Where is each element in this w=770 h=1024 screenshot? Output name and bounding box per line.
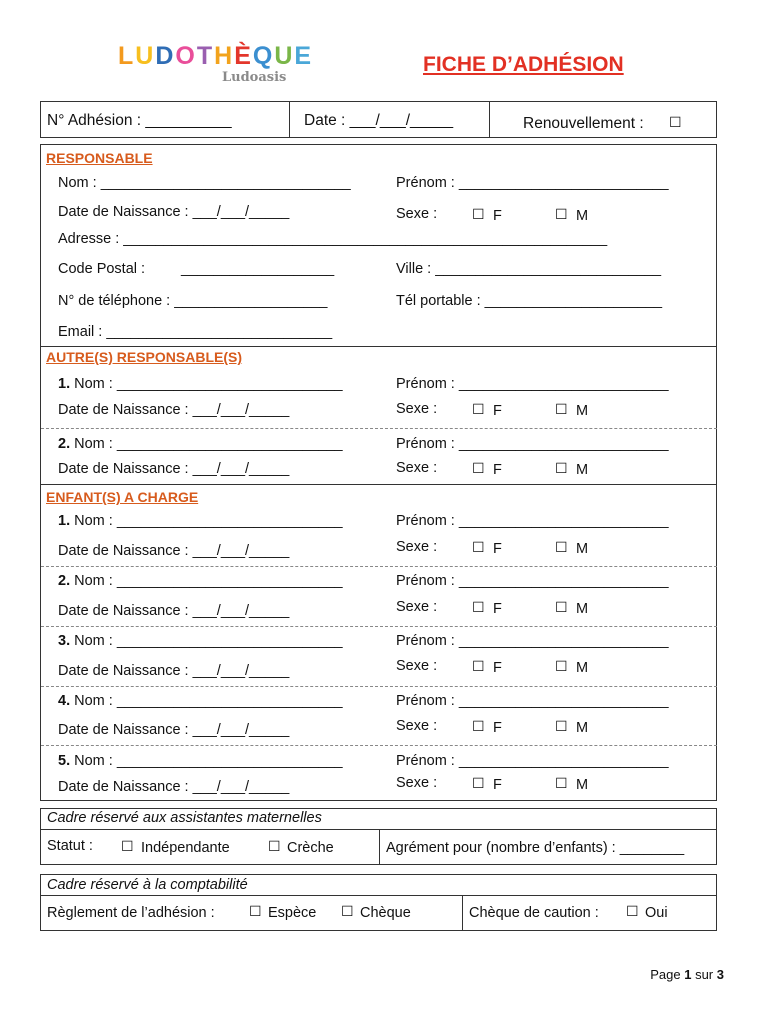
logo-wordmark <box>118 42 318 70</box>
comptabilite-divider <box>41 895 716 896</box>
creche-label: Crèche <box>287 840 334 856</box>
caution-label: Chèque de caution : <box>469 905 599 921</box>
section-divider <box>40 346 717 347</box>
person-sexe-label: Sexe : <box>396 460 438 476</box>
logo-letter: Q <box>252 42 275 70</box>
page-word: Page <box>650 967 681 982</box>
row-separator <box>41 745 717 746</box>
person-sexe-m-checkbox[interactable]: ☐ <box>555 775 568 791</box>
section-autres-responsables: AUTRE(S) RESPONSABLE(S) <box>46 349 243 365</box>
person-sexe-m-checkbox[interactable]: ☐ <box>555 460 568 476</box>
sexe-m-checkbox[interactable]: ☐ <box>555 206 568 222</box>
date-field[interactable]: Date : ___/___/_____ <box>304 112 454 129</box>
person-sexe-f-label: F <box>493 462 502 478</box>
row-separator <box>41 626 717 627</box>
espece-checkbox[interactable]: ☐ <box>249 903 262 919</box>
cheque-label: Chèque <box>360 905 411 921</box>
page-number <box>650 967 724 982</box>
person-nom-line: Nom : ____________________________ <box>70 693 343 709</box>
logo-letter: L <box>118 42 136 70</box>
person-sexe-label: Sexe : <box>396 599 438 615</box>
email-field[interactable]: Email : ____________________________ <box>58 324 333 340</box>
person-prenom-field[interactable]: Prénom : __________________________ <box>396 376 669 392</box>
assistantes-vdivider <box>379 829 380 865</box>
person-sexe-m-label: M <box>576 601 589 617</box>
ville-field[interactable]: Ville : ____________________________ <box>396 261 662 277</box>
person-sexe-m-checkbox[interactable]: ☐ <box>555 539 568 555</box>
person-prenom-field[interactable]: Prénom : __________________________ <box>396 513 669 529</box>
person-sexe-m-label: M <box>576 541 589 557</box>
person-number: 1. <box>58 376 71 392</box>
page-current: 1 <box>684 967 692 982</box>
person-sexe-m-checkbox[interactable]: ☐ <box>555 599 568 615</box>
person-sexe-f-label: F <box>493 601 502 617</box>
person-sexe-m-label: M <box>576 403 589 419</box>
person-sexe-m-checkbox[interactable]: ☐ <box>555 658 568 674</box>
renouvellement-checkbox[interactable]: ☐ <box>669 114 682 130</box>
person-sexe-label: Sexe : <box>396 718 438 734</box>
logo-letter: D <box>155 42 176 70</box>
person-nom-field[interactable] <box>58 693 343 709</box>
person-number: 3. <box>58 633 71 649</box>
row-separator <box>41 566 717 567</box>
agrement-field[interactable]: Agrément pour (nombre d’enfants) : ________ <box>386 840 685 856</box>
person-number: 4. <box>58 693 71 709</box>
person-number: 2. <box>58 436 71 452</box>
page-total: 3 <box>716 967 724 982</box>
person-sexe-f-checkbox[interactable]: ☐ <box>472 718 485 734</box>
person-sexe-label: Sexe : <box>396 539 438 555</box>
person-naissance-field[interactable]: Date de Naissance : ___/___/_____ <box>58 543 290 559</box>
person-sexe-f-label: F <box>493 541 502 557</box>
person-sexe-f-label: F <box>493 720 502 736</box>
person-nom-field[interactable] <box>58 376 343 392</box>
person-sexe-m-label: M <box>576 660 589 676</box>
person-prenom-field[interactable]: Prénom : __________________________ <box>396 693 669 709</box>
person-sexe-m-label: M <box>576 720 589 736</box>
prenom-field[interactable]: Prénom : __________________________ <box>396 175 669 191</box>
comptabilite-heading: Cadre réservé à la comptabilité <box>47 877 248 893</box>
person-naissance-field[interactable]: Date de Naissance : ___/___/_____ <box>58 461 290 477</box>
logo-letter: H <box>214 42 235 70</box>
person-nom-field[interactable] <box>58 633 343 649</box>
sexe-m-label: M <box>576 208 589 224</box>
logo-letter: T <box>196 42 215 70</box>
logo-letter: È <box>234 42 253 70</box>
cheque-checkbox[interactable]: ☐ <box>341 903 354 919</box>
logo-letter: U <box>135 42 156 70</box>
page-title: FICHE D’ADHÉSION <box>423 53 624 76</box>
person-sexe-f-checkbox[interactable]: ☐ <box>472 539 485 555</box>
comptabilite-vdivider <box>462 895 463 931</box>
person-nom-line: Nom : ____________________________ <box>70 513 343 529</box>
person-nom-field[interactable] <box>58 513 343 529</box>
person-nom-line: Nom : ____________________________ <box>70 633 343 649</box>
person-sexe-label: Sexe : <box>396 775 438 791</box>
logo-letter: E <box>294 42 314 70</box>
renouvellement-label: Renouvellement : <box>523 115 644 132</box>
section-enfants: ENFANT(S) A CHARGE <box>46 489 199 505</box>
person-naissance-field[interactable]: Date de Naissance : ___/___/_____ <box>58 663 290 679</box>
person-sexe-m-label: M <box>576 462 589 478</box>
person-sexe-label: Sexe : <box>396 401 438 417</box>
row-separator <box>41 428 717 429</box>
person-naissance-field[interactable]: Date de Naissance : ___/___/_____ <box>58 722 290 738</box>
sexe-f-label: F <box>493 208 502 224</box>
espece-label: Espèce <box>268 905 317 921</box>
caution-oui-label: Oui <box>645 905 668 921</box>
ludotheque-logo <box>118 42 318 90</box>
person-sexe-f-label: F <box>493 660 502 676</box>
assistantes-heading: Cadre réservé aux assistantes maternelles <box>47 810 322 826</box>
nom-field[interactable]: Nom : _______________________________ <box>58 175 351 191</box>
person-sexe-m-checkbox[interactable]: ☐ <box>555 718 568 734</box>
person-nom-field[interactable] <box>58 436 343 452</box>
person-nom-line: Nom : ____________________________ <box>70 753 343 769</box>
person-number: 1. <box>58 513 71 529</box>
person-nom-line: Nom : ____________________________ <box>70 436 343 452</box>
date-naissance-field[interactable]: Date de Naissance : ___/___/_____ <box>58 204 290 220</box>
logo-subtitle: Ludoasis <box>222 70 287 85</box>
person-prenom-field[interactable]: Prénom : __________________________ <box>396 753 669 769</box>
code-postal-field[interactable]: ___________________ <box>181 261 335 277</box>
person-sexe-label: Sexe : <box>396 658 438 674</box>
person-prenom-field[interactable]: Prénom : __________________________ <box>396 436 669 452</box>
independante-label: Indépendante <box>141 840 230 856</box>
adhesion-number-field[interactable]: N° Adhésion : __________ <box>47 112 232 129</box>
caution-oui-checkbox[interactable]: ☐ <box>626 903 639 919</box>
person-nom-field[interactable] <box>58 573 343 589</box>
person-naissance-field[interactable]: Date de Naissance : ___/___/_____ <box>58 402 290 418</box>
creche-checkbox[interactable]: ☐ <box>268 838 281 854</box>
sexe-f-checkbox[interactable]: ☐ <box>472 206 485 222</box>
person-naissance-field[interactable]: Date de Naissance : ___/___/_____ <box>58 779 290 795</box>
independante-checkbox[interactable]: ☐ <box>121 838 134 854</box>
person-nom-field[interactable] <box>58 753 343 769</box>
code-postal-label: Code Postal : <box>58 261 146 277</box>
person-sexe-m-checkbox[interactable]: ☐ <box>555 401 568 417</box>
section-responsable: RESPONSABLE <box>46 150 153 166</box>
person-number: 5. <box>58 753 71 769</box>
person-number: 2. <box>58 573 71 589</box>
page-sur: sur <box>695 967 714 982</box>
reglement-label: Règlement de l’adhésion : <box>47 905 215 921</box>
person-prenom-field[interactable]: Prénom : __________________________ <box>396 573 669 589</box>
header-divider-2 <box>489 102 490 138</box>
statut-label: Statut : <box>47 838 93 854</box>
person-sexe-f-checkbox[interactable]: ☐ <box>472 658 485 674</box>
person-prenom-field[interactable]: Prénom : __________________________ <box>396 633 669 649</box>
person-sexe-f-label: F <box>493 403 502 419</box>
person-sexe-f-checkbox[interactable]: ☐ <box>472 460 485 476</box>
person-sexe-f-checkbox[interactable]: ☐ <box>472 401 485 417</box>
person-nom-line: Nom : ____________________________ <box>70 573 343 589</box>
person-sexe-f-checkbox[interactable]: ☐ <box>472 775 485 791</box>
telephone-field[interactable]: N° de téléphone : ___________________ <box>58 293 328 309</box>
person-sexe-m-label: M <box>576 777 589 793</box>
portable-field[interactable]: Tél portable : ______________________ <box>396 293 663 309</box>
person-nom-line: Nom : ____________________________ <box>70 376 343 392</box>
row-separator <box>41 686 717 687</box>
sexe-label: Sexe : <box>396 206 438 222</box>
person-sexe-f-label: F <box>493 777 502 793</box>
logo-letter: U <box>274 42 295 70</box>
person-naissance-field[interactable]: Date de Naissance : ___/___/_____ <box>58 603 290 619</box>
header-divider-1 <box>289 102 290 138</box>
person-sexe-f-checkbox[interactable]: ☐ <box>472 599 485 615</box>
section-divider <box>40 484 717 485</box>
adresse-field[interactable]: Adresse : ____________________________________________________________ <box>58 231 608 247</box>
logo-letter: O <box>175 42 197 70</box>
